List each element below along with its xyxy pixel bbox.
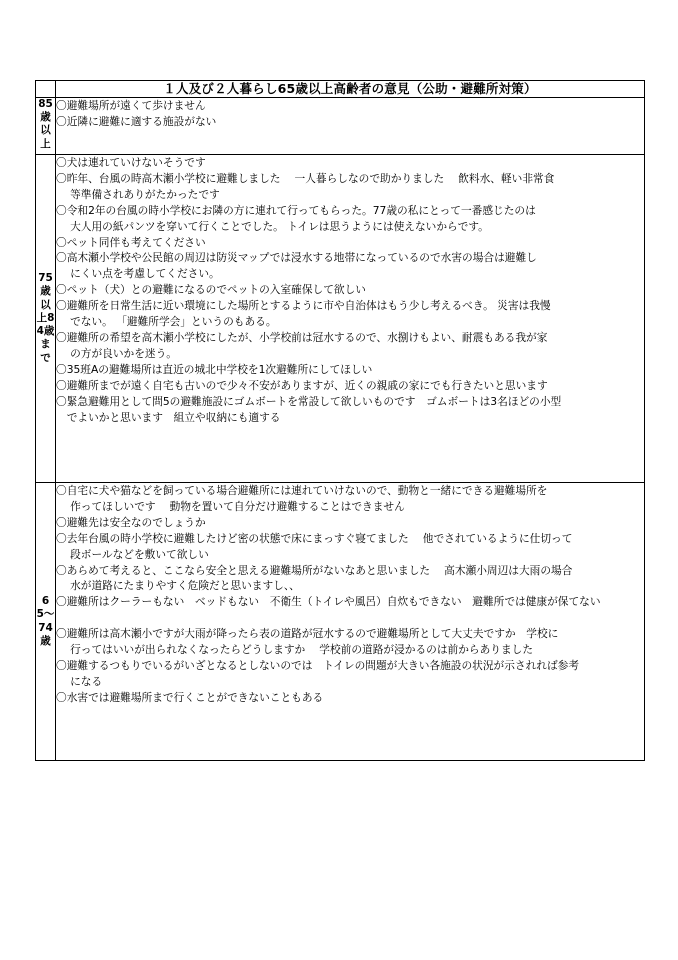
table-title: １人及び２人暮らし65歳以上高齢者の意見（公助・避難所対策） [56, 81, 645, 98]
opinion-item-continuation: 水が道路にたまりやすく危険だと思いますし、、 [56, 579, 300, 593]
opinion-list [56, 155, 645, 483]
opinion-item: 〇犬は連れていけないそうです [56, 156, 206, 169]
opinion-item: 〇昨年、台風の時高木瀬小学校に避難しました 一人暮らしなので助かりました 飲料水、軽い非常食 [56, 171, 555, 185]
opinion-item: 〇水害では避難場所まで行くことができないこともある [56, 690, 324, 704]
opinion-item: 〇ペット（犬）との避難になるのでペットの入室確保して欲しい [56, 283, 366, 297]
opinion-table [35, 80, 645, 761]
opinion-item: 〇近隣に避難に適する施設がない [56, 114, 217, 128]
age-label: 85歳以上 [36, 98, 56, 155]
opinion-item: 〇ペット同伴も考えてください [56, 235, 206, 249]
opinion-item: 〇避難所はクーラーもない ベッドもない 不衛生（トイレや風呂）自炊もできない 避難所では健康が保てない [56, 595, 601, 609]
opinion-item: 〇避難所は高木瀬小ですが大雨が降ったら表の道路が冠水するので避難場所として大丈夫ですか 学校に [56, 627, 559, 641]
opinion-item: 〇自宅に犬や猫などを飼っている場合避難所には連れていけないので、動物と一緒にできる避難場所を [56, 484, 548, 497]
opinion-item: 〇避難するつもりでいるがいざとなるとしないのでは トイレの問題が大きい各施設の状況が示されれば参考 [56, 658, 580, 672]
age-label: 65〜74歳 [36, 483, 56, 761]
opinion-item-continuation: の方が良いかを迷う。 [56, 346, 177, 360]
section-row [36, 155, 645, 483]
section-row [36, 98, 645, 155]
opinion-item-continuation: になる [56, 674, 103, 688]
opinion-item: 〇緊急避難用として問5の避難施設にゴムボートを常設して欲しいものです ゴムボートは3名ほどの小型 [56, 394, 562, 408]
opinion-item-continuation: 行ってはいいが出られなくなったらどうしますか 学校前の道路が浸かるのは前からありました [56, 643, 534, 657]
opinion-item-continuation: 作ってほしいです 動物を置いて自分だけ避難することはできません [56, 499, 405, 513]
opinion-item: 〇35班Aの避難場所は直近の城北中学校を1次避難所にしてほしい [56, 362, 373, 376]
opinion-item: 〇高木瀬小学校や公民館の周辺は防災マップでは浸水する地帯になっているので水害の場合は避難し [56, 251, 537, 265]
opinion-item: 〇避難場所が遠くて歩けません [56, 99, 206, 112]
opinion-item: 〇避難所の希望を高木瀬小学校にしたが、小学校前は冠水するので、水捌けもよい、耐震もある我が家 [56, 330, 548, 344]
opinion-item: 〇あらめて考えると、ここなら安全と思える避難場所がないなあと思いました 高木瀬小周辺は大雨の場合 [56, 563, 573, 577]
opinion-item-continuation: 等準備されありがたかったです [56, 187, 220, 201]
opinion-item: 〇令和2年の台風の時小学校にお隣の方に連れて行ってもらった。77歳の私にとって一番感じたのは [56, 203, 536, 217]
opinion-list [56, 98, 645, 155]
opinion-item: 〇避難先は安全なのでしょうか [56, 515, 206, 529]
title-row [36, 81, 645, 98]
section-row [36, 483, 645, 761]
corner-cell [36, 81, 56, 98]
opinion-item-continuation: でよいかと思います 組立や収納にも適する [56, 410, 281, 424]
opinion-item: 〇避難所を日常生活に近い環境にした場所とするように市や自治体はもう少し考えるべき。 災害は我慢 [56, 299, 551, 313]
age-label: 75歳以上84歳まで [36, 155, 56, 483]
opinion-item: 〇去年台風の時小学校に避難したけど密の状態で床にまっすぐ寝てました 他でされているように仕切って [56, 531, 573, 545]
opinion-item-continuation: でない。 「避難所学会」というのもある。 [56, 315, 277, 329]
opinion-item-continuation: 大人用の紙パンツを穿いて行くことでした。 トイレは思うようには使えないからです。 [56, 219, 489, 233]
opinion-item-continuation [56, 610, 644, 626]
opinion-item-continuation: にくい点を考慮してください。 [56, 267, 220, 281]
opinion-item: 〇避難所までが遠く自宅も古いので少々不安がありますが、近くの親戚の家にでも行きたいと思います [56, 378, 548, 392]
opinion-item-continuation: 段ボールなどを敷いて欲しい [56, 547, 209, 561]
opinion-list [56, 483, 645, 761]
